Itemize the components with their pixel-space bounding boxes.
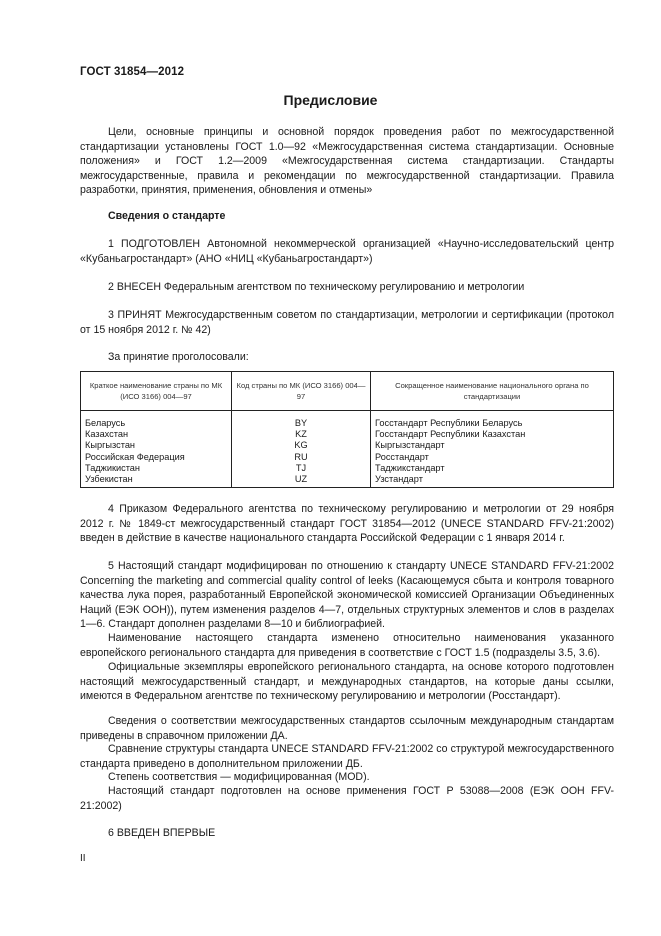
country-cell: Беларусь xyxy=(81,411,232,430)
body-cell: Узстандарт xyxy=(371,474,614,488)
body-cell: Госстандарт Республики Казахстан xyxy=(371,429,614,440)
country-cell: Российская Федерация xyxy=(81,452,232,463)
document-header: ГОСТ 31854—2012 xyxy=(80,66,185,78)
page-title: Предисловие xyxy=(283,92,378,108)
item-2-paragraph: 2 ВНЕСЕН Федеральным агентством по техническому регулированию и метрологии xyxy=(108,281,525,293)
item-1-paragraph: 1 ПОДГОТОВЛЕН Автономной некоммерческой организацией «Научно-исследовательский центр «Кубаньагростандарт» (АНО «НИЦ «Кубаньагростандарт») xyxy=(80,238,614,265)
code-cell: KG xyxy=(232,440,371,451)
table-header-country: Краткое наименование страны по МК (ИСО 3166) 004—97 xyxy=(81,372,232,411)
body-cell: Росстандарт xyxy=(371,452,614,463)
page-number: II xyxy=(80,853,86,864)
country-cell: Узбекистан xyxy=(81,474,232,488)
item-4-paragraph: 4 Приказом Федерального агентства по техническому регулированию и метрологии от 29 ноября 2012 г. № 1849-ст межгосударственный стандарт ГОСТ 31854—2012 (UNECE STANDARD FFV-21:2002) введен в действие в качестве национального стандарта Российской Федерации с 1 января 2014 г. xyxy=(80,503,614,545)
item-5-basis: Настоящий стандарт подготовлен на основе применения ГОСТ Р 53088—2008 (ЕЭК ООН FFV-21:2002) xyxy=(80,785,614,812)
intro-paragraph: Цели, основные принципы и основной порядок проведения работ по межгосударственной стандартизации установлены ГОСТ 1.0—92 «Межгосударственная система стандартизации. Основные положения» и ГОСТ 1.2—2009 «Межгосударственная система стандартизации. Стандарты межгосударственные, правила и рекомендации по межгосударственной стандартизации. Правила разработки, принятия, применения, обновления и отмены» xyxy=(80,126,614,197)
table-row xyxy=(81,452,614,463)
table-row xyxy=(81,411,614,430)
item-5-official-copies: Официальные экземпляры европейского регионального стандарта, на основе которого подготовлен настоящий межгосударственный стандарт, и международных стандартов, на которые даны ссылки, имеются в Федеральном агентстве по техническому регулированию и метрологии (Росстандарт). xyxy=(80,661,614,703)
code-cell: KZ xyxy=(232,429,371,440)
section-heading: Сведения о стандарте xyxy=(108,210,226,222)
code-cell: RU xyxy=(232,452,371,463)
table-row xyxy=(81,463,614,474)
country-cell: Таджикистан xyxy=(81,463,232,474)
table-row xyxy=(81,474,614,488)
item-6-paragraph: 6 ВВЕДЕН ВПЕРВЫЕ xyxy=(108,827,216,839)
vote-intro: За принятие проголосовали: xyxy=(108,351,249,363)
item-5-structure-comparison: Сравнение структуры стандарта UNECE STANDARD FFV-21:2002 со структурой межгосударственного стандарта приведено в дополнительном приложении ДБ. xyxy=(80,743,614,770)
item-3-paragraph: 3 ПРИНЯТ Межгосударственным советом по стандартизации, метрологии и сертификации (протокол от 15 ноября 2012 г. № 42) xyxy=(80,309,614,336)
table-header-code: Код страны по МК (ИСО 3166) 004—97 xyxy=(232,372,371,411)
item-5-conformity-info: Сведения о соответствии межгосударственных стандартов ссылочным международным стандартам приведены в справочном приложении ДА. xyxy=(80,715,614,742)
votes-table xyxy=(80,371,614,488)
code-cell: UZ xyxy=(232,474,371,488)
table-row xyxy=(81,429,614,440)
item-5-paragraph: 5 Настоящий стандарт модифицирован по отношению к стандарту UNECE STANDARD FFV-21:2002 Concerning the marketing and commercial quality control of leeks (Касающемуся сбыта и контроля товарного качества лука порея, разработанный Европейской экономической комиссией Организации Объединенных Наций (ЕЭК ООН)), путем изменения разделов 4—7, отдельных структурных элементов и слов в разделах 1—6. Стандарт дополнен разделами 8—10 и библиографией. xyxy=(80,560,614,631)
country-cell: Кыргызстан xyxy=(81,440,232,451)
body-cell: Таджикстандарт xyxy=(371,463,614,474)
country-cell: Казахстан xyxy=(81,429,232,440)
body-cell: Кыргызстандарт xyxy=(371,440,614,451)
code-cell: TJ xyxy=(232,463,371,474)
code-cell: BY xyxy=(232,411,371,430)
table-header-body: Сокращенное наименование национального органа по стандартизации xyxy=(371,372,614,411)
table-header-row xyxy=(81,372,614,411)
body-cell: Госстандарт Республики Беларусь xyxy=(371,411,614,430)
table-row xyxy=(81,440,614,451)
item-5-conformity-degree: Степень соответствия — модифицированная (MOD). xyxy=(108,771,370,783)
item-5-name-note: Наименование настоящего стандарта изменено относительно наименования указанного европейского регионального стандарта для приведения в соответствие с ГОСТ 1.5 (подразделы 3.5, 3.6). xyxy=(80,632,614,659)
